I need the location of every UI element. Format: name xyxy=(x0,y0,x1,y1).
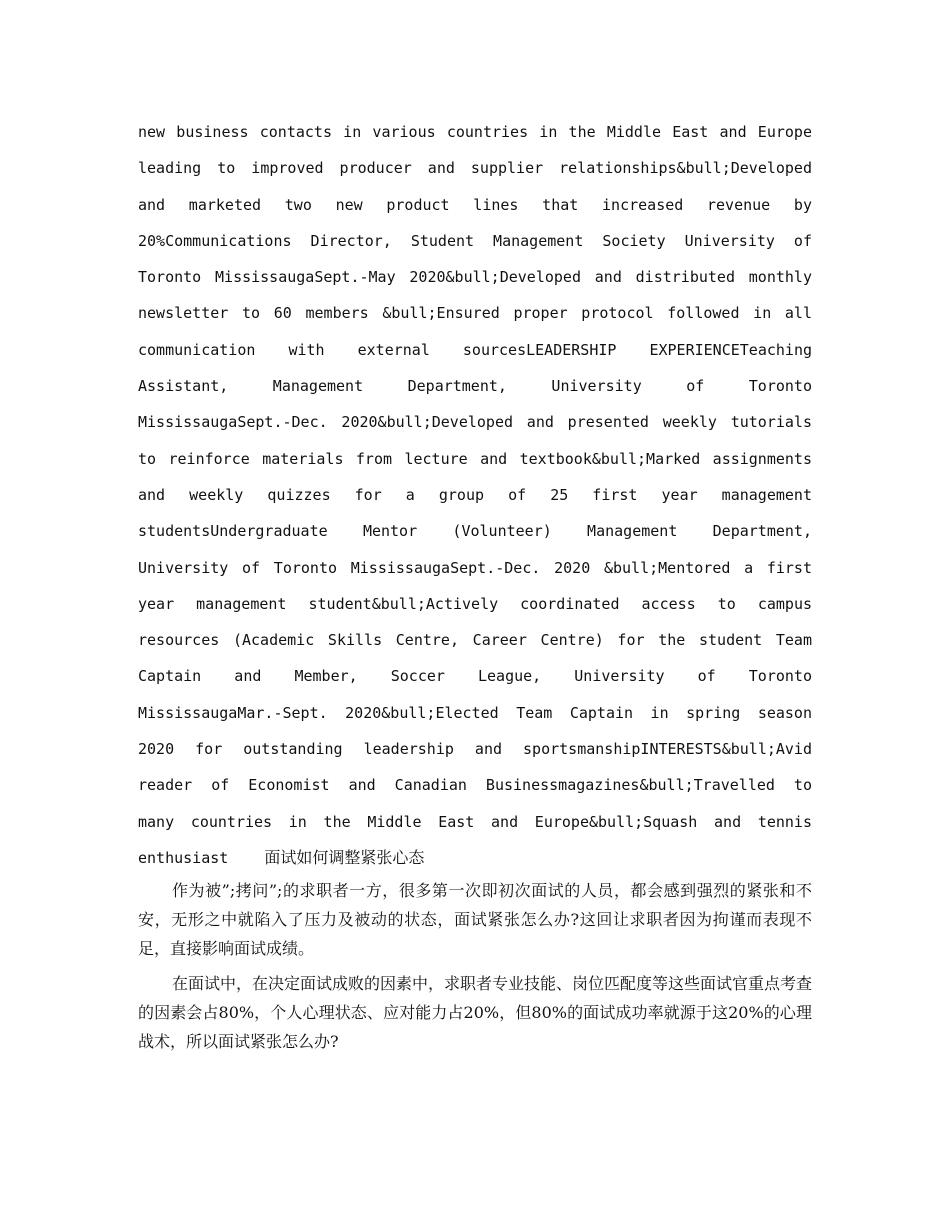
text-line: communication with external sourcesLEADERSHIP EXPERIENCETeaching xyxy=(138,340,812,359)
text-line: and weekly quizzes for a group of 25 first year management xyxy=(138,485,812,504)
resume-text-block xyxy=(138,114,812,876)
text-line: year management student&bull;Actively coordinated access to campus xyxy=(138,594,812,613)
text-line: leading to improved producer and supplier relationships&bull;Developed xyxy=(138,159,812,178)
text-line: 20%Communications Director, Student Management Society University of xyxy=(138,231,812,250)
text-line-end: enthusiast xyxy=(138,848,229,867)
text-line: and marketed two new product lines that increased revenue by xyxy=(138,195,812,214)
text-line: Assistant, Management Department, University of Toronto xyxy=(138,377,812,396)
text-line: 2020 for outstanding leadership and sportsmanshipINTERESTS&bull;Avid xyxy=(138,740,812,759)
text-line: resources (Academic Skills Centre, Career Centre) for the student Team xyxy=(138,631,812,650)
text-line: Captain and Member, Soccer League, University of Toronto xyxy=(138,667,812,686)
text-line: studentsUndergraduate Mentor (Volunteer) Management Department, xyxy=(138,522,812,541)
article-body xyxy=(138,876,812,1062)
text-line: reader of Economist and Canadian Businessmagazines&bull;Travelled to xyxy=(138,776,812,795)
text-line: MississaugaSept.-Dec. 2020&bull;Developed and presented weekly tutorials xyxy=(138,413,812,432)
text-line: many countries in the Middle East and Europe&bull;Squash and tennis xyxy=(138,812,812,831)
text-line: to reinforce materials from lecture and textbook&bull;Marked assignments xyxy=(138,449,812,468)
section-heading: 面试如何调整紧张心态 xyxy=(264,847,425,867)
text-line-last xyxy=(138,840,812,876)
text-line: newsletter to 60 members &bull;Ensured proper protocol followed in all xyxy=(138,304,812,323)
text-line: University of Toronto MississaugaSept.-Dec. 2020 &bull;Mentored a first xyxy=(138,558,812,577)
text-line: Toronto MississaugaSept.-May 2020&bull;Developed and distributed monthly xyxy=(138,268,812,287)
text-line: new business contacts in various countries in the Middle East and Europe xyxy=(138,123,812,141)
text-line: MississaugaMar.-Sept. 2020&bull;Elected Team Captain in spring season xyxy=(138,703,812,722)
paragraph: 在面试中，在决定面试成败的因素中，求职者专业技能、岗位匹配度等这些面试官重点考查的因素会占80%，个人心理状态、应对能力占20%，但80%的面试成功率就源于这20%的心理战术，所以面试紧张怎么办? xyxy=(138,974,813,1051)
paragraph: 作为被”;拷问”;的求职者一方，很多第一次即初次面试的人员，都会感到强烈的紧张和不安，无形之中就陷入了压力及被动的状态，面试紧张怎么办?这回让求职者因为拘谨而表现不足，直接影响面试成绩。 xyxy=(138,881,812,958)
